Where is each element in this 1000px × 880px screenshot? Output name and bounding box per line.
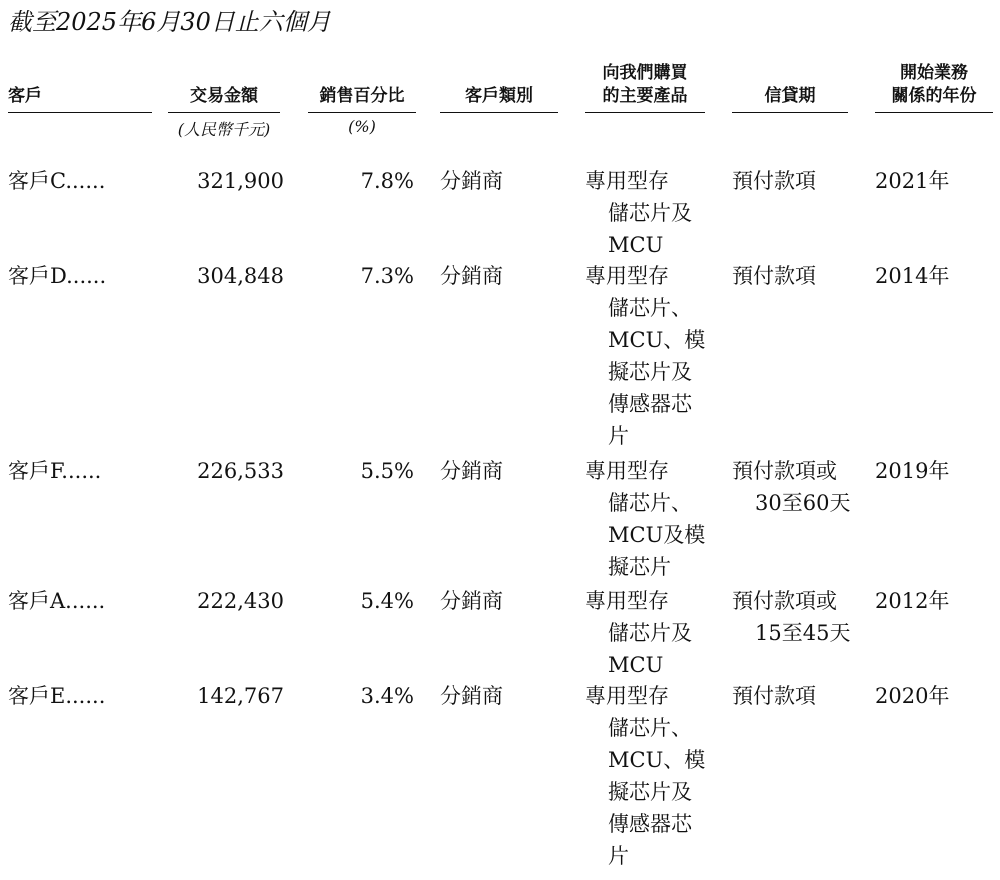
cell-start-year: 2021年 xyxy=(875,169,950,193)
header-rule-percentage xyxy=(308,112,416,113)
cell-percentage: 3.4% xyxy=(360,684,414,708)
header-rule-type xyxy=(440,112,558,113)
cell-customer-type: 分銷商 xyxy=(440,169,503,193)
header-customer: 客戶 xyxy=(8,86,42,106)
product-line: 傳感器芯 xyxy=(608,392,692,416)
product-line: 專用型存 xyxy=(585,459,669,483)
cell-start-year: 2012年 xyxy=(875,589,950,613)
cell-products xyxy=(585,680,715,872)
product-line: 儲芯片、 xyxy=(608,296,692,320)
cell-amount: 226,533 xyxy=(197,459,284,483)
header-rule-customer xyxy=(8,112,152,113)
header-rule-credit xyxy=(732,112,848,113)
cell-customer: 客戶E...... xyxy=(8,684,106,708)
cell-customer-type: 分銷商 xyxy=(440,264,503,288)
product-line: MCU xyxy=(608,653,664,677)
cell-amount: 321,900 xyxy=(197,169,284,193)
credit-line: 30至60天 xyxy=(755,491,851,515)
cell-start-year: 2019年 xyxy=(875,459,950,483)
product-line: 儲芯片及 xyxy=(608,621,692,645)
product-line: 儲芯片及 xyxy=(608,201,692,225)
cell-start-year: 2014年 xyxy=(875,264,950,288)
header-customer-type: 客戶類別 xyxy=(465,86,533,106)
product-line: MCU xyxy=(608,233,664,257)
product-line: MCU、模 xyxy=(608,748,706,772)
product-line: 片 xyxy=(608,844,629,868)
header-amount: 交易金額 xyxy=(190,86,258,106)
header-rule-products xyxy=(585,112,705,113)
credit-line: 預付款項或 xyxy=(732,459,837,483)
page-title: 截至2025年6月30日止六個月 xyxy=(8,8,331,36)
cell-customer-type: 分銷商 xyxy=(440,684,503,708)
header-percentage: 銷售百分比 xyxy=(319,86,405,106)
cell-products xyxy=(585,455,715,583)
product-line: 擬芯片及 xyxy=(608,360,692,384)
cell-amount: 142,767 xyxy=(197,684,284,708)
product-line: 儲芯片、 xyxy=(608,716,692,740)
cell-customer: 客戶A...... xyxy=(8,589,106,613)
product-line: MCU及模 xyxy=(608,523,706,547)
product-line: 擬芯片 xyxy=(608,555,671,579)
unit-percentage: (%) xyxy=(348,117,376,136)
product-line: 專用型存 xyxy=(585,169,669,193)
cell-percentage: 5.5% xyxy=(360,459,414,483)
cell-customer: 客戶D...... xyxy=(8,264,107,288)
cell-customer-type: 分銷商 xyxy=(440,589,503,613)
cell-credit-term xyxy=(732,680,862,712)
product-line: 專用型存 xyxy=(585,684,669,708)
cell-products xyxy=(585,260,715,452)
cell-customer: 客戶F...... xyxy=(8,459,102,483)
cell-products xyxy=(585,165,715,261)
cell-customer-type: 分銷商 xyxy=(440,459,503,483)
cell-products xyxy=(585,585,715,681)
product-line: 擬芯片及 xyxy=(608,780,692,804)
product-line: 專用型存 xyxy=(585,589,669,613)
cell-credit-term xyxy=(732,585,862,649)
cell-credit-term xyxy=(732,455,862,519)
header-rule-year xyxy=(875,112,993,113)
cell-percentage: 5.4% xyxy=(360,589,414,613)
cell-credit-term xyxy=(732,165,862,197)
unit-amount: (人民幣千元) xyxy=(177,120,271,139)
product-line: 儲芯片、 xyxy=(608,491,692,515)
product-line: 片 xyxy=(608,424,629,448)
header-start-year-line1: 開始業務 xyxy=(900,63,968,83)
cell-amount: 222,430 xyxy=(197,589,284,613)
cell-amount: 304,848 xyxy=(197,264,284,288)
credit-line: 15至45天 xyxy=(755,621,851,645)
credit-line: 預付款項或 xyxy=(732,589,837,613)
cell-percentage: 7.8% xyxy=(360,169,414,193)
header-products-line1: 向我們購買 xyxy=(602,63,688,83)
product-line: 專用型存 xyxy=(585,264,669,288)
header-start-year-line2: 關係的年份 xyxy=(891,86,977,106)
credit-line: 預付款項 xyxy=(732,264,816,288)
credit-line: 預付款項 xyxy=(732,684,816,708)
cell-customer: 客戶C...... xyxy=(8,169,106,193)
cell-credit-term xyxy=(732,260,862,292)
credit-line: 預付款項 xyxy=(732,169,816,193)
cell-start-year: 2020年 xyxy=(875,684,950,708)
product-line: 傳感器芯 xyxy=(608,812,692,836)
header-products-line2: 的主要產品 xyxy=(602,86,688,106)
header-credit-term: 信貸期 xyxy=(764,86,816,106)
header-rule-amount xyxy=(168,112,280,113)
product-line: MCU、模 xyxy=(608,328,706,352)
cell-percentage: 7.3% xyxy=(360,264,414,288)
